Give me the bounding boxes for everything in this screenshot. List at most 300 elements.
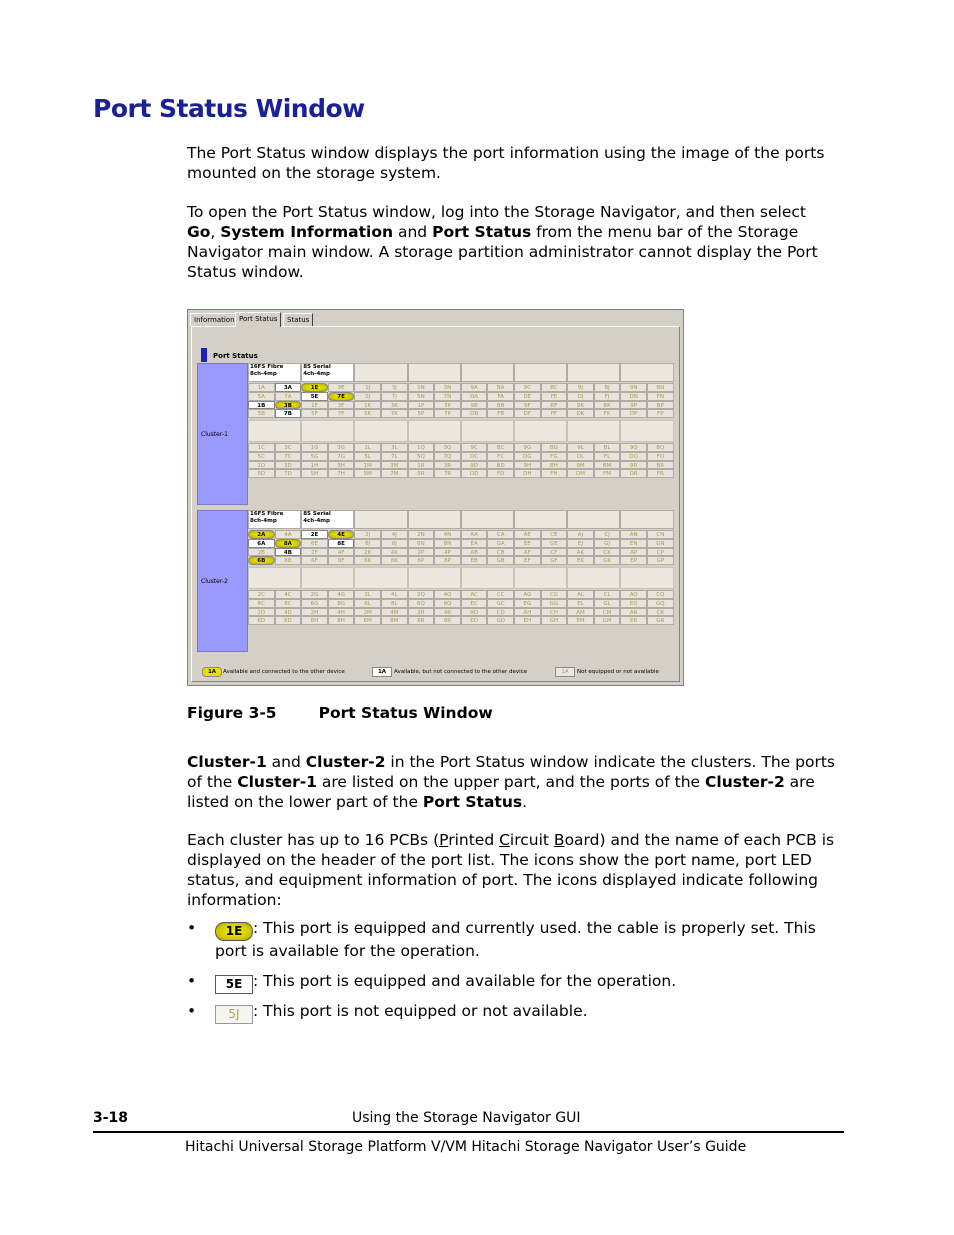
- legend-used-swatch: 1A: [202, 667, 222, 677]
- port-cell: 6E: [301, 539, 328, 548]
- port-cell: BH: [541, 461, 568, 470]
- spacer-cell: [461, 420, 514, 442]
- port-cell: DJ: [567, 392, 594, 401]
- port-cell: 3D: [275, 461, 302, 470]
- port-cell: GN: [647, 539, 674, 548]
- port-cell: 8H: [328, 616, 355, 625]
- port-cell: FQ: [647, 452, 674, 461]
- port-cell: GD: [487, 616, 514, 625]
- port-cell: 5N: [408, 392, 435, 401]
- port-cell: 4E: [328, 530, 355, 539]
- port-cell: 6L: [354, 599, 381, 608]
- port-cell: 6P: [408, 556, 435, 565]
- port-cell: CN: [647, 530, 674, 539]
- spacer-cell: [620, 420, 673, 442]
- spacer-cell: [514, 420, 567, 442]
- port-cell: 7J: [381, 392, 408, 401]
- port-cell: GA: [487, 539, 514, 548]
- port-cell: BC: [541, 383, 568, 392]
- bullet-text: : This port is equipped and currently used. the cable is properly set. This port is available for the operation.: [215, 919, 816, 960]
- menu-system-information: System Information: [220, 223, 394, 241]
- spacer-cell: [301, 420, 354, 442]
- port-cell: 4L: [381, 590, 408, 599]
- port-cell: 6K: [354, 556, 381, 565]
- port-cell: 3E: [328, 383, 355, 392]
- port-cell: 4A: [275, 530, 302, 539]
- port-cell: 9Q: [620, 443, 647, 452]
- port-cell: GK: [594, 556, 621, 565]
- port-cell: 2J: [354, 530, 381, 539]
- spacer-cell: [514, 567, 567, 589]
- port-cell: FM: [594, 469, 621, 478]
- port-cell: CR: [647, 608, 674, 617]
- port-cell: 3P: [434, 401, 461, 410]
- port-cell: 4F: [328, 548, 355, 557]
- port-cell: AE: [514, 530, 541, 539]
- port-cell: EK: [567, 556, 594, 565]
- port-cell: FB: [487, 409, 514, 418]
- port-cell: 3H: [328, 461, 355, 470]
- port-cell: 7H: [328, 469, 355, 478]
- text: in the Port Status window indicate the clusters. The ports of the: [187, 753, 835, 791]
- port-cell: 5Q: [408, 452, 435, 461]
- port-cell: 5D: [248, 469, 275, 478]
- port-cell: 2Q: [408, 590, 435, 599]
- port-cell: 7A: [275, 392, 302, 401]
- text: To open the Port Status window, log into the Storage Navigator, and then select: [187, 203, 806, 221]
- term-cluster-2: Cluster-2: [705, 773, 785, 791]
- port-cell: CQ: [647, 590, 674, 599]
- port-cell: 2R: [408, 608, 435, 617]
- port-cell: CJ: [594, 530, 621, 539]
- port-cell: 1E: [301, 383, 328, 392]
- port-cell: EB: [461, 556, 488, 565]
- port-cell: DM: [567, 469, 594, 478]
- port-cell: 1M: [354, 461, 381, 470]
- port-cell: 4D: [275, 608, 302, 617]
- port-cell: GL: [594, 599, 621, 608]
- port-cell: 6C: [248, 599, 275, 608]
- port-cell: CC: [487, 590, 514, 599]
- port-cell: DC: [461, 452, 488, 461]
- port-cell: 9H: [514, 461, 541, 470]
- tab-port-status[interactable]: Port Status: [235, 312, 281, 327]
- port-cell: 7L: [381, 452, 408, 461]
- port-cell: DP: [620, 409, 647, 418]
- cluster-2-pcb-header-2: [354, 510, 407, 529]
- port-status-screenshot: [187, 309, 684, 686]
- port-cell: 5R: [408, 469, 435, 478]
- bullet-dot: •: [187, 919, 197, 937]
- text: rinted: [448, 831, 500, 849]
- port-cell: FH: [541, 469, 568, 478]
- cluster-2-text: Cluster-2: [201, 578, 228, 585]
- port-cell: 3Q: [434, 443, 461, 452]
- port-cell: FE: [541, 392, 568, 401]
- legend-available-swatch: 1A: [372, 667, 392, 677]
- port-cell: 3M: [381, 461, 408, 470]
- port-cell: 9P: [620, 401, 647, 410]
- port-cell: GC: [487, 599, 514, 608]
- port-cell: 7G: [328, 452, 355, 461]
- cluster-1-pcb-header-0: [248, 363, 301, 382]
- pcb-name: 16FS Fibre: [250, 364, 284, 370]
- panel-title: Port Status: [213, 352, 258, 360]
- port-cell: AD: [461, 608, 488, 617]
- port-cell: ED: [461, 616, 488, 625]
- term-cluster-1: Cluster-1: [237, 773, 317, 791]
- port-cell: GP: [647, 556, 674, 565]
- port-cell: FR: [647, 469, 674, 478]
- tab-information[interactable]: Information: [190, 313, 239, 326]
- cluster-1-pcb-header-5: [514, 363, 567, 382]
- cluster-2-pcb-header-4: [461, 510, 514, 529]
- port-cell: 2K: [354, 548, 381, 557]
- port-cell: 5A: [248, 392, 275, 401]
- port-cell: 3C: [275, 443, 302, 452]
- port-cell: GM: [594, 616, 621, 625]
- port-cell: 3K: [381, 401, 408, 410]
- port-cell: DR: [620, 469, 647, 478]
- port-cell: 3F: [328, 401, 355, 410]
- cluster-1-text: Cluster-1: [201, 431, 228, 438]
- port-cell: 1J: [354, 383, 381, 392]
- port-cell: 7Q: [434, 452, 461, 461]
- port-cell: EG: [514, 599, 541, 608]
- port-cell: GJ: [594, 539, 621, 548]
- port-cell: 8G: [328, 599, 355, 608]
- port-cell: CD: [487, 608, 514, 617]
- port-cell: EE: [514, 539, 541, 548]
- port-cell: GB: [487, 556, 514, 565]
- port-cell: AR: [620, 608, 647, 617]
- port-cell: 8J: [381, 539, 408, 548]
- port-cell: BM: [594, 461, 621, 470]
- port-cell: 5B: [248, 409, 275, 418]
- port-cell: 7F: [328, 409, 355, 418]
- port-cell: 1G: [301, 443, 328, 452]
- port-cell: 9M: [567, 461, 594, 470]
- port-cell: 8Q: [434, 599, 461, 608]
- port-cell: 9F: [514, 401, 541, 410]
- cluster-1-label: [197, 363, 248, 505]
- spacer-cell: [408, 567, 461, 589]
- port-cell: 7K: [381, 409, 408, 418]
- port-cell: 1C: [248, 443, 275, 452]
- port-cell: 1K: [354, 401, 381, 410]
- port-cell: 5L: [354, 452, 381, 461]
- figure-caption: [187, 704, 493, 722]
- port-cell: EC: [461, 599, 488, 608]
- chapter-title: Using the Storage Navigator GUI: [352, 1110, 581, 1126]
- port-cell: DL: [567, 452, 594, 461]
- port-cell: 3G: [328, 443, 355, 452]
- port-cell: 1H: [301, 461, 328, 470]
- port-cell: 3N: [434, 383, 461, 392]
- port-cell: DE: [514, 392, 541, 401]
- term-port-status: Port Status: [422, 793, 523, 811]
- port-cell: 1N: [408, 383, 435, 392]
- pcb-name: 8S Serial: [303, 511, 331, 517]
- port-cell: GE: [541, 539, 568, 548]
- text: Each cluster has up to 16 PCBs (: [187, 831, 440, 849]
- port-cell: 2N: [408, 530, 435, 539]
- port-cell: 1L: [354, 443, 381, 452]
- port-cell: 6A: [248, 539, 275, 548]
- port-cell: 8N: [434, 539, 461, 548]
- cluster-1-pcb-header-3: [408, 363, 461, 382]
- port-cell: 3L: [381, 443, 408, 452]
- port-cell: 1P: [408, 401, 435, 410]
- port-cell: 8K: [381, 556, 408, 565]
- port-cell: AH: [514, 608, 541, 617]
- port-cell: 9C: [514, 383, 541, 392]
- port-cell: 1R: [408, 461, 435, 470]
- port-cell: ER: [620, 616, 647, 625]
- guide-title: Hitachi Universal Storage Platform V/VM Hitachi Storage Navigator User’s Guide: [185, 1139, 747, 1155]
- port-cell: 1B: [248, 401, 275, 410]
- port-cell: EA: [461, 539, 488, 548]
- port-cell: 2E: [301, 530, 328, 539]
- port-cell: DQ: [620, 452, 647, 461]
- cluster-1-pcb-header-1: [301, 363, 354, 382]
- spacer-cell: [620, 567, 673, 589]
- port-cell: 2D: [248, 608, 275, 617]
- port-cell: FJ: [594, 392, 621, 401]
- spacer-cell: [567, 420, 620, 442]
- port-cell: 5E: [301, 392, 328, 401]
- port-cell: 9N: [620, 383, 647, 392]
- pcb-name: 8S Serial: [303, 364, 331, 370]
- pcb-paragraph: [187, 830, 837, 910]
- spacer-cell: [567, 567, 620, 589]
- port-cell: 8M: [381, 616, 408, 625]
- text: are listed on the lower part of the: [187, 773, 815, 811]
- port-cell: 8L: [381, 599, 408, 608]
- port-cell: 9J: [567, 383, 594, 392]
- figure-number: Figure 3-5: [187, 704, 277, 722]
- port-cell: 7C: [275, 452, 302, 461]
- spacer-cell: [354, 420, 407, 442]
- port-cell: AN: [620, 530, 647, 539]
- port-cell: 9A: [461, 383, 488, 392]
- text: and: [393, 223, 433, 241]
- port-cell: 6M: [354, 616, 381, 625]
- intro-paragraph: The Port Status window displays the port information using the image of the ports mounted on the storage system.: [187, 144, 825, 182]
- port-cell: FC: [487, 452, 514, 461]
- port-cell: 8D: [275, 616, 302, 625]
- port-cell: 3J: [381, 383, 408, 392]
- port-cell: AF: [514, 548, 541, 557]
- port-cell: CA: [487, 530, 514, 539]
- port-cell: 1Q: [408, 443, 435, 452]
- port-cell: EH: [514, 616, 541, 625]
- port-cell: 9D: [461, 461, 488, 470]
- port-cell: BB: [487, 401, 514, 410]
- port-cell: CB: [487, 548, 514, 557]
- spacer-cell: [248, 567, 301, 589]
- underlined-letter: C: [499, 831, 510, 849]
- port-cell: BJ: [594, 383, 621, 392]
- page-heading: Port Status Window: [93, 94, 365, 123]
- port-cell: EJ: [567, 539, 594, 548]
- tab-status[interactable]: Status: [283, 313, 313, 326]
- bullet-text: : This port is equipped and available for the operation.: [253, 972, 677, 990]
- spacer-cell: [301, 567, 354, 589]
- port-cell: 5K: [354, 409, 381, 418]
- page-number: 3-18: [93, 1110, 129, 1126]
- port-cell: 5H: [301, 469, 328, 478]
- footer-rule: [93, 1131, 844, 1133]
- port-cell: 4Q: [434, 590, 461, 599]
- port-cell: AB: [461, 548, 488, 557]
- port-cell: 2P: [408, 548, 435, 557]
- port-cell: 2M: [354, 608, 381, 617]
- port-cell: CE: [541, 530, 568, 539]
- text: are listed on the upper part, and the ports of the: [316, 773, 705, 791]
- port-cell: BQ: [647, 443, 674, 452]
- pcb-type: 8ch-4mp: [250, 371, 277, 377]
- port-cell: CL: [594, 590, 621, 599]
- cluster-2-pcb-header-3: [408, 510, 461, 529]
- port-cell: BC: [487, 443, 514, 452]
- port-cell: 4G: [328, 590, 355, 599]
- port-cell: CM: [594, 608, 621, 617]
- port-cell: 9L: [567, 443, 594, 452]
- menu-port-status: Port Status: [432, 223, 532, 241]
- port-cell: DG: [514, 452, 541, 461]
- legend-na-text: Not equipped or not available: [577, 669, 659, 675]
- text: and: [266, 753, 306, 771]
- legend-na-swatch: 1A: [555, 667, 575, 677]
- port-cell: AM: [567, 608, 594, 617]
- port-cell: 7M: [381, 469, 408, 478]
- port-cell: 8F: [328, 556, 355, 565]
- title-marker: [201, 348, 207, 362]
- port-cell: 8E: [328, 539, 355, 548]
- port-status-panel: [191, 326, 680, 682]
- port-cell: AK: [567, 548, 594, 557]
- port-cell: 1F: [301, 401, 328, 410]
- port-cell: 3B: [275, 401, 302, 410]
- port-cell: BN: [647, 383, 674, 392]
- port-cell: GG: [541, 599, 568, 608]
- port-cell: GR: [647, 616, 674, 625]
- port-cell: 5C: [248, 452, 275, 461]
- port-cell: 5G: [301, 452, 328, 461]
- port-cell: 6G: [301, 599, 328, 608]
- port-cell: 8A: [275, 539, 302, 548]
- port-cell: 4R: [434, 608, 461, 617]
- port-cell: 7N: [434, 392, 461, 401]
- port-cell: 5P: [408, 409, 435, 418]
- port-cell: EF: [514, 556, 541, 565]
- port-cell: DF: [514, 409, 541, 418]
- port-cell: 5J: [354, 392, 381, 401]
- port-cell: BF: [541, 401, 568, 410]
- port-cell: DK: [567, 409, 594, 418]
- port-cell: 2G: [301, 590, 328, 599]
- port-cell: EM: [567, 616, 594, 625]
- port-cell: DB: [461, 409, 488, 418]
- cluster-2-pcb-header-7: [620, 510, 673, 529]
- port-cell: AA: [461, 530, 488, 539]
- spacer-cell: [461, 567, 514, 589]
- port-cell: 6R: [408, 616, 435, 625]
- port-cell: BL: [594, 443, 621, 452]
- port-cell: 2A: [248, 530, 275, 539]
- port-cell: BD: [487, 461, 514, 470]
- port-cell: 4M: [381, 608, 408, 617]
- port-cell: 1A: [248, 383, 275, 392]
- port-cell: BG: [541, 443, 568, 452]
- port-cell: 8P: [434, 556, 461, 565]
- cluster-1-pcb-header-2: [354, 363, 407, 382]
- port-cell: 2H: [301, 608, 328, 617]
- port-cell: BP: [647, 401, 674, 410]
- port-cell: DH: [514, 469, 541, 478]
- port-cell: CH: [541, 608, 568, 617]
- port-cell: AC: [461, 590, 488, 599]
- port-cell: DD: [461, 469, 488, 478]
- port-cell: 6J: [354, 539, 381, 548]
- port-cell: CF: [541, 548, 568, 557]
- port-cell: 4K: [381, 548, 408, 557]
- legend-used-text: Available and connected to the other device: [223, 669, 345, 675]
- port-cell: FL: [594, 452, 621, 461]
- bullet-text: : This port is not equipped or not available.: [253, 1002, 588, 1020]
- port-cell: 5F: [301, 409, 328, 418]
- port-cell: AJ: [567, 530, 594, 539]
- cluster-1-pcb-header-7: [620, 363, 673, 382]
- port-cell: CK: [594, 548, 621, 557]
- port-cell: FD: [487, 469, 514, 478]
- port-cell: EP: [620, 556, 647, 565]
- text: oard) and the name of each PCB is displayed on the header of the port list. The icons show the port name, port LED status, and equipment information of port. The icons displayed indicate following information:: [187, 831, 835, 909]
- port-cell: FF: [541, 409, 568, 418]
- port-cell: DA: [461, 392, 488, 401]
- port-cell: AQ: [620, 590, 647, 599]
- pcb-type: 8ch-4mp: [250, 518, 277, 524]
- port-cell: 2B: [248, 548, 275, 557]
- port-cell: 7B: [275, 409, 302, 418]
- bullet-dot: •: [187, 1002, 197, 1020]
- port-cell: 4H: [328, 608, 355, 617]
- port-cell: EQ: [620, 599, 647, 608]
- port-cell: 5M: [354, 469, 381, 478]
- port-cell: 2F: [301, 548, 328, 557]
- legend-available-text: Available, but not connected to the other device: [394, 669, 528, 675]
- clusters-paragraph: [187, 752, 837, 812]
- port-cell: 8B: [275, 556, 302, 565]
- cluster-2-pcb-header-5: [514, 510, 567, 529]
- port-cell: 6N: [408, 539, 435, 548]
- port-cell: FA: [487, 392, 514, 401]
- text: .: [522, 793, 528, 811]
- port-cell: 2C: [248, 590, 275, 599]
- port-cell: DN: [620, 392, 647, 401]
- cluster-2-label: [197, 510, 248, 652]
- port-cell: AP: [620, 548, 647, 557]
- port-cell: 8C: [275, 599, 302, 608]
- text: ircuit: [509, 831, 554, 849]
- port-available-icon: 5E: [215, 975, 253, 994]
- port-cell: AL: [567, 590, 594, 599]
- port-cell: 7E: [328, 392, 355, 401]
- port-cell: CP: [647, 548, 674, 557]
- text: from the menu bar of the Storage Navigator main window. A storage partition administrator cannot display the Port Status window.: [187, 223, 818, 281]
- menu-go: Go: [187, 223, 211, 241]
